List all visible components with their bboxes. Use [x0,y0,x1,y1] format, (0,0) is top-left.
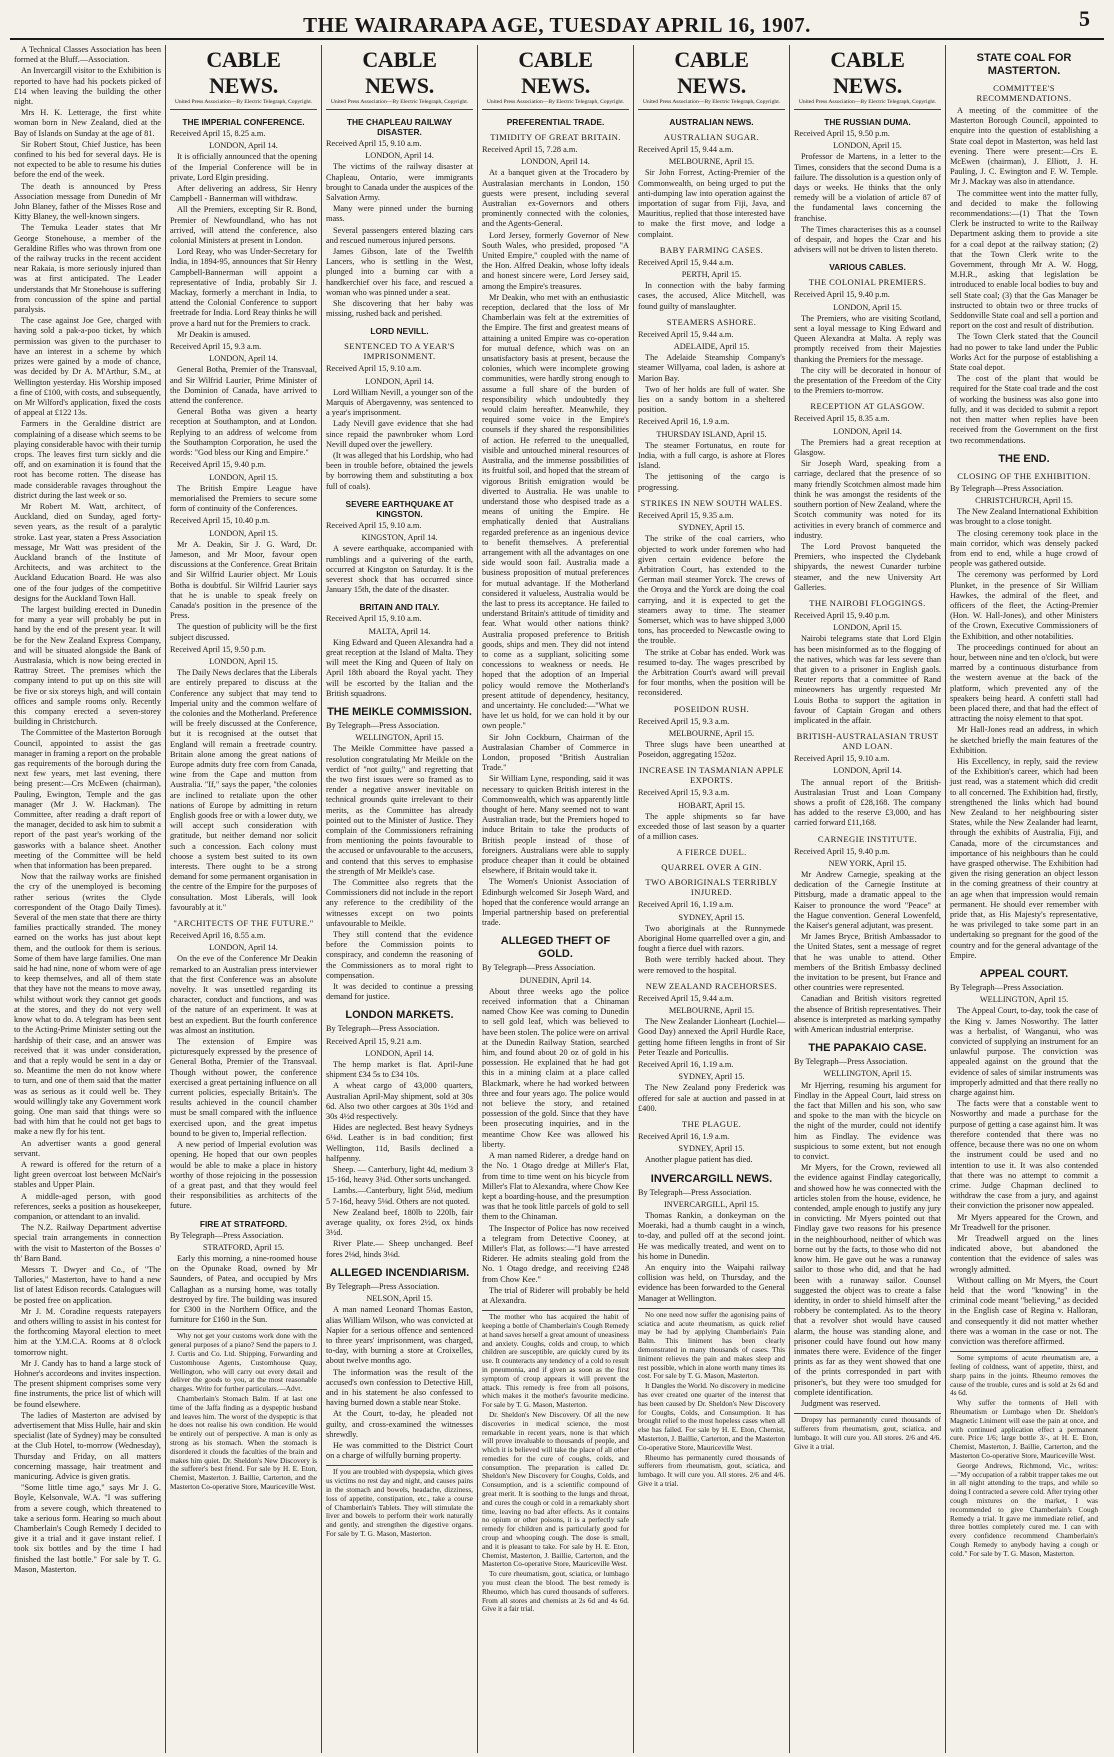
advertisement-paragraph: Chamberlain's Stomach Balm. If at last one time of the Jaffa finding as a dyspeptic husband and leaves him. The worst of the dyspeptic is that he does not realise his own condition. He would be entirely out of perspective. A man is only as strong as his stomach. When the stomach is disordered it clouds the faculties of the brain and makes him quiet. Dr. Sheldon's New Discovery is the sufferer's best friend. For sale by H. E. Eton, Chemist, Masterton. J. Baillie, Carterton, and the Masterton Co-operative Store, Mauriceville West. [170,1393,317,1491]
wire-credit: United Press Association—By Electric Telegraph, Copyright. [326,99,473,110]
paragraph: Three slugs have been unearthed at Poseidon, aggregating 152oz. [638,739,785,760]
article-heading: ALLEGED INCENDIARISM. [329,1266,470,1279]
paragraph: After delivering an address, Sir Henry Campbell - Bannerman will withdraw. [170,184,317,204]
article-heading: BRITAIN AND ITALY. [359,602,440,613]
paragraph: The proceedings continued for about an hour, between nine and ten o'clock, but were marred by a continuous disturbance from the western avenue at the back of the platform, which prevented any of the speakers being heard. A confetti stall had been placed there, and that had the effect of attracting the noisy element to that spot. [950,642,1098,724]
dateline: LONDON, April 14. [365,1048,434,1058]
paragraph: The Premiers had a great reception at Glasgow. [794,437,941,458]
article-subheading: TWO ABORIGINALS TERRIBLY INJURED. [645,877,778,898]
section-masthead: CABLE NEWS. [830,47,905,98]
received-time: Received April 15, 9.10 a.m. [326,364,422,374]
section-masthead: CABLE NEWS. [518,47,593,98]
dateline: DUNEDIN, April 14. [519,975,592,985]
paragraph: Another plague patient has died. [645,1155,753,1165]
article-heading: PREFERENTIAL TRADE. [506,117,605,127]
article-heading: STATE COAL FOR MASTERTON. [976,52,1072,77]
paragraph: The Committee of the Masterton Borough Council, appointed to assist the gas manager in framing a report on the probable gas requirements of the borough during the next few years, met last evening, there being present:—Crs McEwen (chairman), Pauling, Ewington, Temple and the gas manager (Mr J. W. Hackman). The Committee, after reading a draft report of the manager, decided to ask him to submit a report of the past year's working of the gasworks with a balance sheet. Another meeting of the Committee will be held when that information has been prepared. [14,728,161,871]
article-heading: VARIOUS CABLES. [829,262,906,273]
paragraph: The Times characterises this as a counsel of despair, and hopes the Czar and his advisers will not be driven to listen thereto. [794,224,941,255]
paragraph: Mr J. Candy has to hand a large stock of Hohner's accordeons and invites inspection. The present shipment comprises some very fine instruments, the price list of which will be found elsewhere. [14,1358,161,1409]
column-7 [946,45,1102,1753]
received-time: Received April 15, 9.50 p.m. [170,644,266,654]
paragraph: The Adelaide Steamship Company's steamer Willyama, coal laden, is ashore at Marion Bay. [638,353,785,383]
advertisement-paragraph: It Dangles the World. No discovery in medicine has ever created one quarter of the interest that has been caused by Dr. Sheldon's New Discovery for Coughs, Colds, and Consumption. It has brought relief to the most hopeless cases when all else has failed. For sale by H. E. Eton, Chemist, Masterton, J. Baillie, Carterton, and the Masterton Co-operative Store, Mauriceville West. [638,1381,785,1452]
paragraph: The largest building erected in Dunedin for many a year will probably be put in hand by the end of the present year. It will be for the New Zealand Express Company, and will be situated alongside the Bank of Australasia, which is now being erected in Rattray Street. The premises which the company intend to put up on this site will be five or six storeys high, and will contain offices and sample rooms only. Recently this company erected a seven-storey building in Christchurch. [14,604,161,727]
dateline: SYDNEY, April 15. [678,912,745,922]
article-subheading: STRIKES IN NEW SOUTH WALES. [640,497,783,508]
paragraph: At a banquet given at the Trocadero by Australasian merchants in London, 150 guests were present, including several Australian ex-Governors and others prominently connected with the colonies, and the Agents-General. [482,168,629,229]
paragraph: He was committed to the District Court on a charge of wilfully burning property. [326,1440,473,1461]
paragraph: Without calling on Mr Myers, the Court held that the word "knowing" in the criminal code meant "believing," as decided in the English case of Regina v. Halloran, and consequently it did not matter whether there was a woman in the case or not. The conviction was therefore affirmed. [950,1275,1098,1346]
paragraph: Sir William Lyne, responding, said it was necessary to quicken British interest in the Commonwealth, which was apparently little thought of here. Many seemed not to want Australian trade, but the Premiers hoped to induce Britain to take the products of British people instead of those of foreigners. Australians were able to supply produce cheaper than it could be obtained elsewhere, if Britain would take it. [482,774,629,876]
paragraph: It is officially announced that the opening of the Imperial Conference will be in private, Lord Elgin presiding. [170,152,317,182]
paragraph: "Some little time ago," says Mr J. G. Boyle, Kelsonvale, W.A. "I was suffering from a severe cough, which threatened to take a serious form. Hearing so much about Chamberlain's Cough Remedy I decided to give it a trial and it gave instant relief. I took six bottles and by the time I had finished the last bottle." For sale by T. G. Mason, Masterton. [14,1483,161,1574]
received-time: Received April 16, 8.55 a.m. [170,931,266,941]
paragraph: Early this morning, a nine-roomed house on the Opunake Road, owned by Mr Saunders, of Patea, and occupied by Mrs Callaghan as a nursing home, was totally destroyed by fire. The building was insured for £300 in the Northern Office, and the furniture for £160 in the Sun. [170,1253,317,1325]
wire-credit: United Press Association—By Electric Telegraph, Copyright. [638,99,785,110]
paragraph: The victims of the railway disaster at Chapleau, Ontario, were immigrants brought to Canada under the auspices of the Salvation Army. [326,162,473,203]
column-3 [322,45,478,1753]
byline: By Telegraph—Press Association. [326,1024,440,1034]
advertisement-block [950,1351,1098,1558]
paragraph: Sir John Forrest, Acting-Premier of the Commonwealth, on being urged to put the anti-dumping law into operation against the importation of sugar from Fiji, Java, and Mauritius, replied that those interested have to make the first move, and lodge a complaint. [638,168,785,239]
paragraph: Canadian and British visitors regretted the absence of British representatives. Their absence is interpreted as marking sympathy with American industrial enterprise. [794,994,941,1035]
advertisement-paragraph: George Andrews, Richmond, Vic., writes:—"My occupation of a rabbit trapper takes me out in all night attending to the traps, and while so doing I contracted a severe cold. After trying other cough mixtures on the market, I was recommended to give Chamberlain's Cough Remedy a trial. It gave me immediate relief, and three bottles completely cured me. I can with every confidence recommend Chamberlain's Cough Remedy to anybody having a cough or cold." For sale by T. G. Mason, Masterton. [950,1460,1098,1558]
received-time: Received April 16, 1.9 a.m. [638,1132,730,1142]
article-heading: APPEAL COURT. [979,968,1069,981]
paragraph: River Plate.— Sheep unchanged. Beef fores 2⅛d, hinds 3⅛d. [326,1239,473,1259]
advertisement-paragraph: If you are troubled with dyspepsia, which gives us victims no rest day and night, and causes pains in the stomach and bowels, headache, dizziness, loss of appetite, constipation, etc., take a course of Chamberlain's Tablets. They will stimulate the liver and bowels to perform their work naturally and gently, and strengthen the digestive organs. For sale by T. G. Mason, Masterton. [326,1467,473,1538]
article-subheading: THE NAIROBI FLOGGINGS. [809,597,926,608]
dateline: LONDON, April 14. [209,943,278,953]
advertisement-block [170,1329,317,1491]
byline: By Telegraph—Press Association. [950,983,1064,993]
received-time: Received April 15, 9.10 a.m. [326,139,422,148]
article-subheading: A FIERCE DUEL. [676,847,747,858]
article-heading: THE IMPERIAL CONFERENCE. [182,117,305,127]
received-time: Received April 15, 9.3 a.m. [170,342,262,352]
paragraph: At the Court, to-day, he pleaded not guilty, and cross-examined the witnesses shrewdly. [326,1409,473,1439]
paragraph: Lord William Nevill, a younger son of the Marquis of Abergavenny, was sentenced to a year's imprisonment. [326,387,473,418]
dateline: WELLINGTON, April 15. [823,1069,912,1079]
byline: By Telegraph—Press Association. [326,720,440,730]
dateline: LONDON, April 14. [521,157,590,167]
article-heading: SEVERE EARTHQUAKE AT KINGSTON. [345,498,454,519]
masthead [10,8,1104,40]
paragraph: The British Empire League have memorialised the Premiers to secure some form of continuity of the Conferences. [170,483,317,514]
paragraph: The ceremony was performed by Lord Plunket, in the presence of Sir William Hawkes, the admiral of the fleet, and officers of the fleet, the Acting-Premier (Hon. W. Hall-Jones), and other Ministers of the Crown, Executive Commissioners of the Exhibition, and other notabilities. [950,570,1098,641]
article-subheading: CARNEGIE INSTITUTE. [817,833,918,844]
paragraph: The information was the result of the accused's own confession to Detective Hill, and in his statement he also confessed to having burned down a stable near Stoke. [326,1367,473,1408]
paragraph: The New Zealander Lionheart (Lochiel—Good Day) annexed the April Hurdle Race, getting home fifteen lengths in front of Sir Peter Teazle and Portcullis. [638,1017,785,1057]
advertisement-block [482,1310,629,1614]
byline: By Telegraph—Press Association. [950,483,1064,493]
received-time: Received April 15, 9.40 p.m. [170,460,266,470]
paragraph: A new period of Imperial evolution was opening. He hoped that our own peoples would be able to make a place in history worthy of those rejoicing in the possession of a great past, and that they would feel their responsibilities as architects of the future. [170,1140,317,1211]
article-heading: ALLEGED THEFT OF GOLD. [500,935,611,961]
advertisement-paragraph: The mother who has acquired the habit of keeping a bottle of Chamberlain's Cough Remedy at hand saves herself a great amount of uneasiness and anxiety. Coughs, colds and croup, to which children are susceptible, are quickly cured by its use. It counteracts any tendency of a cold to result in pneumonia, and if given as soon as the first symptom of croup appears it will prevent the attack. This remedy is free from all poisons, which makes it the mother's favourite medicine. For sale by T. G. Mason, Masterton. [482,1312,629,1410]
article-subheading: THE COLONIAL PREMIERS. [808,277,927,288]
article-subheading: RECEPTION AT GLASGOW. [810,401,925,412]
received-time: Received April 15, 9.40 p.m. [794,846,890,856]
article-subheading: NEW ZEALAND RACEHORSES. [645,980,778,991]
received-time: Received April 15, 9.44 a.m. [638,329,734,339]
paragraph: Sheep. — Canterbury, light 4d, medium 3 15-16d, heavy 3¾d. Other sorts unchanged. [326,1165,473,1185]
paragraph: Thomas Rankin, a donkeyman on the Moeraki, had a thumb caught in a winch, to-day, and pulled off at the second joint. He was medically treated, and went on to his home in Dunedin. [638,1211,785,1261]
paragraph: The Town Clerk stated that the Council had no power to take land under the Public Works Act for the purpose of establishing a State coal depot. [950,332,1098,373]
received-time: Received April 15, 9.21 a.m. [326,1036,422,1046]
paragraph: The death is announced by Press Association message from Dunedin of Mr John Blaney, father of the Misses Rose and Kitty Blaney, the well-known singers. [14,181,161,222]
article-subheading: CLOSING OF THE EXHIBITION. [957,470,1091,481]
paragraph: Mr Hjerring, resuming his argument for Findlay in the Appeal Court, laid stress on the fact that Millen and his son, who saw and spoke to the man with the bicycle on the night of the murder, could not identify him as Findlay. The evidence was suspicious to some extent, but not enough to convict. [794,1080,941,1162]
article-subheading: BRITISH-AUSTRALASIAN TRUST AND LOAN. [796,731,939,752]
advertisement-paragraph: Dr. Sheldon's New Discovery. Of all the new discoveries in medical science, the most remarkable in recent years, none is that which will prove invaluable to thousands of people, and which it is believed will take the place of all other remedies for the cure of coughs, colds, and consumption. The preparation is called Dr. Sheldon's New Discovery for Coughs, Colds, and Consumption, and is a scientific compound of great merit. It is soothing to the lungs and throat, and cures the cough or cold in a remarkably short time, leaving no bad after effects. As it contains no opium or other poisons, it is a perfectly safe remedy for children and is particularly good for croup and whooping cough. The dose is small, and it is pleasant to take. For sale by H. E. Eton, Chemist, Masterton, J. Baillie, Carterton, and the Masterton Co-operative Store, Mauriceville West. [482,1409,629,1569]
received-time: Received April 15, 9.44 a.m. [638,993,734,1003]
dateline: WELLINGTON, April 15. [979,995,1069,1005]
advertisement-paragraph: To cure rheumatism, gout, sciatica, or lumbago you must clean the blood. The best remedy is Rheumo, which has cured thousands of sufferers. From all stores and chemists at 2s 6d and 4s 6d. Give it a fair trial. [482,1569,629,1614]
received-time: Received April 16, 1.19 a.m. [638,1060,734,1070]
dateline: LONDON, April 15. [833,623,902,633]
dateline: KINGSTON, April 14. [361,533,438,543]
columns [10,45,1104,1753]
section-masthead: CABLE NEWS. [206,47,281,98]
paragraph: The strike at Cobar has ended. Work was resumed to-day. The wages prescribed by the Arbitration Court's award will prevail for four months, when the position will be reconsidered. [638,647,785,698]
article-subheading: QUARREL OVER A GIN. [661,862,762,873]
article-heading: INVERCARGILL NEWS. [650,1172,773,1185]
received-time: Received April 15, 9.10 a.m. [326,520,422,530]
paragraph: New Zealand beef, 180lb to 220lb, fair average quality, ox fores 2½d, ox hinds 3½d. [326,1207,473,1238]
dateline: WELLINGTON, April 15. [355,733,444,743]
paragraph: The Meikle Committee have passed a resolution congratulating Mr Meikle on the verdict of "not guilty," and regretting that the two first issues were so framed as to render a negative answer inevitable on technical grounds quite irrelevant to their merits, as the Committee has already pointed out to the Minister of Justice. They complain of the Commissioners refraining from mentioning the points favourable to the accused or unfavourable to the accusers, and contend that this serves to emphasise the strength of Mr Meikle's case. [326,744,473,876]
paragraph: The Lord Provost banqueted the Premiers, who inspected the Clydebank shipyards, the newest Cunarder turbine steamer, and the new University Art Galleries. [794,541,941,592]
paragraph: The New Zealand pony Frederick was offered for sale at auction and passed in at £400. [638,1083,785,1113]
paragraph: About three weeks ago the police received information that a Chinaman named Chow Kee was coming to Dunedin to sell gold leaf, which was believed to have been stolen. The police were on arrival at the Dunedin Railway Station, searched him, and found about 20 oz of gold in his possession. He explained that he had got this in a mining claim at a place called Blackmark, where he had worked between three and four years ago. The police would not believe the story, and retained possession of the gold. Since that they have been prosecuting inquiries, and in the meantime Chow Kee was allowed his liberty. [482,986,629,1149]
received-time: Received April 15, 7.28 a.m. [482,145,578,154]
section-masthead: CABLE NEWS. [362,47,437,98]
paragraph: Mr A. Deakin, Sir J. G. Ward, Dr. Jameson, and Mr Moor, favour open discussions at the Conference. Great Britain and Sir Wilfrid Laurier object. Mr Louis Botha is doubtful. Sir Wilfrid Laurier says that he is unable to speak freely on Canada's position in the presence of the Press. [170,539,317,621]
dateline: MELBOURNE, April 15. [668,157,755,167]
paragraph: James Gibson, late of the Twelfth Lancers, who is settling in the West, plunged into a burning car with a handkerchief over his face, and rescued a woman who was pinned under a seat. [326,247,473,297]
paragraph: (It was alleged that his Lordship, who had been in trouble before, obtained the jewels by borrowing them and substituting a box full of coals). [326,451,473,491]
dateline: MELBOURNE, April 15. [668,1006,755,1015]
advertisement-block [638,1308,785,1489]
received-time: Received April 15, 8.25 a.m. [170,129,266,138]
paragraph: It was decided to continue a pressing demand for justice. [326,982,473,1002]
paragraph: The question of publicity will be the first subject discussed. [170,622,317,642]
received-time: Received April 16, 1.9 a.m. [638,417,730,427]
article-subheading: AUSTRALIAN SUGAR. [663,132,760,142]
paragraph: On the eve of the Conference Mr Deakin remarked to an Australian press interviewer that the first Conference was an absolute novelty. It was unsettled regarding its character, conduct and functions, and was of the nature of an experiment. It was at best an expedient. But the fourth conference was almost an institution. [170,954,317,1035]
paragraph: Mr Deakin is amused. [177,329,251,339]
article-heading: LONDON MARKETS. [345,1009,454,1022]
paragraph: A man named Leonard Thomas Easton, alias William Wilson, who was convicted at Napier for a serious offence and sentenced to three years' imprisonment, was charged, to-day, with burning a store at Croixelles, about twelve months ago. [326,1305,473,1366]
received-time: Received April 15, 9.40 p.m. [794,290,890,300]
received-time: Received April 15, 9.3 a.m. [638,788,730,798]
paragraph: The Appeal Court, to-day, took the case of the King v. James Nosworthy. The latter was a herbalist, of Wanganui, who was convicted of supplying an instrument for an unlawful purpose. The conviction was appealed against on the ground that the evidence of sales of similar instruments was improperly admitted and that there really no charge against him. [950,1006,1098,1098]
column-2 [166,45,322,1753]
paragraph: The annual report of the British-Australasian Trust and Loan Company shows a profit of £28,168. The company has added to the reserve £3,000, and has carried forward £11,168. [794,777,941,828]
paragraph: Mr James Bryce, British Ambassador to the United States, sent a message of regret that he was unable to attend. Other members of the British Embassy declined the invitation to be present, but France and other countries were represented. [794,932,941,993]
paragraph: An Invercargill visitor to the Exhibition is reported to have had his pockets picked of £14 when leaving the building the other night. [14,66,161,107]
article-subheading: STEAMERS ASHORE. [666,316,757,327]
paragraph: The extension of Empire was picturesquely expressed by the presence of General Botha, Premier of the Transvaal. Though without power, the conference exercised a great pertaining influence on all current policies, especially Britain's. The results achieved in the council chamber must be small compared with the influence exercised upon, and the great impetus bound to be given to, Imperial reflection. [170,1037,317,1138]
article-heading: THE MEIKLE COMMISSION. [327,705,472,718]
dateline: LONDON, April 15. [209,472,278,482]
advertisement-paragraph: Why not get your customs work done with the general purposes of a piano? Send the papers to J. J. Curtis and Co. Ltd. Shipping, Forwarding and Customhouse Agents, Customhouse Quay, Wellington, who will carry out every detail and deliver the goods to you, at the most reasonable charges. Write for further particulars.—Advt. [170,1331,317,1394]
paragraph: The city will be decorated in honour of the presentation of the Freedom of the City to the Premiers to-morrow. [794,365,941,396]
received-time: Received April 15, 9.35 a.m. [638,510,734,520]
paragraph: Now that the railway works are finished the cry of the unemployed is becoming rather serious (writes the Clyde correspondent of the Otago Daily Times). Several of the men state that there are thirty families practically stranded. The money earned on the works has just about kept them, and the outlook for them is serious. Some of them have large families. One man said he had nine, none of whom were of age to keep themselves, and all of them state that they have not the means to move away, whilst without work they cannot get goods at the stores, and they do not very well know what to do. A telegram has been sent to the Acting-Prime Minister setting out the hardship of their case, and an answer was received that it was under consideration, and that a reply would be sent in a day or so. Meantime the men do not know where to turn, and one of them said that the matter was as serious as it could well be. They would willingly take any Government work going. One man said that things were so bad with him that he could not get bags to make a new fly for his tent. [14,872,161,1137]
advertisement-block [326,1465,473,1538]
paragraph: They still contend that the evidence before the Commission points to conspiracy, and condemn the reasoning of the Commissioners as to moral right to compensation. [326,930,473,980]
article-subheading: POSEIDON RUSH. [673,703,750,714]
byline: By Telegraph—Press Association. [482,963,596,973]
paragraph: Mr Robert M. Watt, architect, of Auckland, died on Sunday, aged forty-seven years, as the result of a paralytic stroke. Last year, staten a Press Association message, Mr Watt was president of the Auckland branch of the Institute of Architects, and was architect to the Auckland Education Board. He was also one of the four judges of the competitive designs for the Auckland Town Hall. [14,501,161,603]
received-time: Received April 15, 9.44 a.m. [638,257,734,267]
paragraph: A severe earthquake, accompanied with rumblings and a quivering of the earth, occurred at Kingston on Saturday. It is the severest shock that has occurred since January 15th, the date of the disaster. [326,544,473,595]
paragraph: The apple shipments so far have exceeded those of last season by a quarter of a million cases. [638,811,785,842]
paragraph: An advertiser wants a good general servant. [14,1138,161,1158]
dateline: LONDON, April 14. [833,426,902,436]
dateline: LONDON, April 15. [833,302,902,312]
paragraph: The steamer Fortunatus, en route for India, with a full cargo, is ashore at Flores Island. [638,440,785,471]
article-heading: THE CHAPLEAU RAILWAY DISASTER. [346,117,453,137]
dateline: SYDNEY, April 15. [678,1072,745,1082]
advertisement-paragraph: Dropsy has permanently cured thousands of sufferers from rheumatism, gout, sciatica, and lumbago. It will cure you. All stores. 2/6 and 4/6. Give it a trial. [794,1415,941,1451]
advertisement-paragraph: No one need now suffer the agonising pains of sciatica and acute rheumatism, as quick relief may be had by applying Chamberlain's Pain Balm. This liniment has been clearly demonstrated in many thousands of cases. This liniment relieves the pain and makes sleep and rest possible, which in alone worth many times its cost. For sale by T. G. Mason, Masterton. [638,1309,785,1381]
paragraph: Two aboriginals at the Runnymede Aboriginal Home quarrelled over a gin, and fought a fierce duel with razors. [638,923,785,954]
advertisement-block [794,1413,941,1451]
paragraph: The Temuka Leader states that Mr George Stonehouse, a member of the Geraldine Rifles who was thrown from one of the railway trucks in the recent accident near Rakaia, is more seriously injured than was at first anticipated. The Leader understands that Mr Stonehouse is suffering from concussion of the spine and partial paralysis. [14,223,161,315]
dateline: HOBART, April 15. [678,800,745,810]
paragraph: The facts were that a constable went to Nosworthy and made a purchase for the purpose of getting a case against him. It was therefore contended that there was no offence, because there was no one on whom the instrument could be used and no intention to use it. It was also contended that there was no attempt to commit a crime. Judge Chapman declined to withdraw the case from a jury, and against their conviction the prisoner now appealed. [950,1099,1098,1211]
masthead-title: THE WAIRARAPA AGE, TUESDAY APRIL 16, 1907. [303,13,811,37]
dateline: LONDON, April 15. [209,528,278,538]
article-subheading: BABY FARMING CASES. [659,244,764,255]
paragraph: Farmers in the Geraldine district are complaining of a disease which seems to be playing considerable havoc with their turnip crops. The leaves first turn sickly and die off, and on examination it is found that the root has become rotten. The disease has made considerable ravages throughout the district during the last week or so. [14,419,161,500]
dateline: LONDON, April 14. [209,141,278,151]
paragraph: The cost of the plant that would be required for the State coal trade and the cost of working the business was also gone into fully, and it was decided to submit a report not then matter when replies have been received from the Government on the first two recommendations. [950,374,1098,445]
paragraph: She discovering that her baby was missing, rushed back and perished. [326,299,473,319]
paragraph: King Edward and Queen Alexandra had a great reception at the Island of Malta. They will meet the King and Queen of Italy on April 18th aboard the Royal yacht. They will be escorted by the Italian and the British squadrons. [326,637,473,698]
paragraph: Sir Robert Stout, Chief Justice, has been confined to his bed for several days. He is not expected to be able to resume his duties before the end of the week. [14,139,161,180]
article-subheading: SENTENCED TO A YEAR'S IMPRISONMENT. [344,341,455,362]
dateline: NEW YORK, April 15. [828,858,907,868]
paragraph: Messrs T. Dwyer and Co., of "The Tallories," Masterton, have to hand a new list of latest Edison records. Catalogues will be posted free on application. [14,1264,161,1305]
paragraph: A man named Riderer, a dredge hand on the No. 1 Otago dredge at Miller's Flat, from time to time went on his bicycle from Miller's Flat to Alexandra, where Chow Kee kept a boarding-house, and the presumption was that he took little parcels of gold to sell them to the Chinaman. [482,1151,629,1222]
paragraph: A reward is offered for the return of a light green overcoat lost between McNair's stables and Upper Plain. [14,1159,161,1190]
paragraph: Lord Jersey, formerly Governor of New South Wales, who presided, proposed "A United Empire," coupled with the name of the Hon. Alfred Deakin, whose lofty ideals and honest sincere were, Lord Jersey said, among the Empire's treasures. [482,230,629,291]
paragraph: General Botha was given a hearty reception at Southampton, and at London. Replying to an address of welcome from the Southampton Corporation, he used the words: "God bless our King and Empire." [170,407,317,458]
paragraph: The New Zealand International Exhibition was brought to a close tonight. [950,507,1098,527]
paragraph: The jettisoning of the cargo is progressing. [638,472,785,492]
paragraph: Two of her holds are full of water. She lies on a sandy bottom in a sheltered position. [638,384,785,415]
article-heading: FIRE AT STRATFORD. [199,1218,288,1229]
paragraph: An enquiry into the Waipahi railway collision was held, on Thursday, and the evidence has been forwarded to the General Manager at Wellington. [638,1263,785,1303]
paragraph: The strike of the coal carriers, who objected to work under foremen who had given certain evidence before the Arbitration Court, has extended to the German mail steamer Yorck. The crews of the Oroya and the Yorck are doing the coal carrying, and it is expected to get the steamers away to time. The steamer Somerset, which was to have shipped 3,000 tons, has proceeded to Newcastle owing to the trouble. [638,534,785,646]
received-time: Received April 16, 1.19 a.m. [638,900,734,910]
received-time: Received April 15, 9.3 a.m. [638,716,730,726]
paragraph: Sir John Cockburn, Chairman of the Australasian Chamber of Commerce in London, proposed "British Australian Trade." [482,732,629,773]
paragraph: Several passengers entered blazing cars and rescued numerous injured persons. [326,225,473,245]
paragraph: Mr Myers, for the Crown, reviewed all the evidence against Findlay categorically, and showed how he was connected with the articles stolen from the house, evidence, he contended, ample enough to justify any jury in convicting. Mr Myers pointed out that Findlay gave two reasons for his presence in the neighbourhood, neither of which was borne out by the facts, to those who did not know him. He gave out he was a runaway sailor to those who did, and that he had been with a runaway sailor. Counsel suggested the object was to create a false identity, in order to shield himself after the robbery be contemplated. As to the theory that a revolver shot would have caused alarm, the house was standing alone, and prisoner could have found out how many inmates there were. Evidence of the finger prints as far as they went showed that one of the prints corresponded in part with prisoner's, but they were too smudged for complete identification. [794,1163,941,1397]
paragraph: Mr Hall-Jones read an address, in which he sketched briefly the main features of the Exhibition. [950,725,1098,755]
dateline: LONDON, April 14. [833,766,902,776]
dateline: ADELAIDE, April 15. [673,342,750,352]
paragraph: The Daily News declares that the Liberals are entirely prepared to discuss at the Conference any subject that may tend to Imperial unity and the common welfare of the colonies and the Motherland. Preference will be freely discussed at the Conference, but it is recognised at the outset that England will remain a freetrade country. Britain alone among the great nations of Europe admits duty free corn from Canada, wine from the Cape and mutton from Australia. "If," says the paper, "the colonies are inclined to retaliate upon the other nations of Europe by admitting in return English goods free or with a lower duty, we will accept such consideration with gratitude, but neither demand nor solicit such a concession. Each colony must choose a system best suited to its own interests. There ought to be a strong demand for some permanent organisation in the centre of the Empire for the purposes of consultation. Most Liberals, will look favourably at it." [170,668,317,912]
dateline: LONDON, April 14. [209,354,278,364]
dateline: SYDNEY, April 15. [678,1144,745,1154]
article-heading: LORD NEVILL. [370,326,429,337]
dateline: LONDON, April 15. [209,656,278,666]
article-heading: THE END. [998,452,1050,465]
paragraph: Nairobi telegrams state that Lord Elgin has been misinformed as to the flogging of the natives, which was far less severe than that given to a prisoner in English gaols. Reuter reports that a committee of Rand mineowners has urgently requested Mr Louis Botha to support the agitation in favour of Captain Grogan and others implicated in the affair. [794,634,941,725]
dateline: MALTA, April 14. [368,626,431,636]
paragraph: Mr Deakin, who met with an enthusiastic reception, declared that the loss of Mr Chamberlain was felt at the extremities of the Empire. The first and greatest means of attaining a united Empire was co-operation for mutual defence, which was on an unsatisfactory basis at present, because the colonies, which were incomplete growing communities, were hardly strong enough to assume a full share of the burden of responsibility which undoubtedly they would claim hereafter. Meanwhile, they required some voice in the Empire's counsels if they shared the responsibilities of action. He referred to the unequalled, visible and untouched mineral resources of Australia, and the immense possibilities of its fruitful soil, and hoped that the stream of vigorous British emigration would be diverted to Australia. He was unable to understand those who despised trade as a means of uniting the Empire. He emphatically denied that Australians regarded preference as an ingenious device to benefit themselves. A preferential arrangement with all the advantages on one side would soon fail. Australia made a business proposition of mutual preferences for mutual advantage. If the Motherland considered it valueless, Australia would be the last to press its acceptance. He failed to understand Britain's attitude of timidity and fear. What would other nations think? Australia proposed preference to British goods, ships and men. They did not intend to come as a suppliant, soliciting some concessions to weakness or needs. He hoped that the adoption of an Imperial policy would remove the Motherland's present attitude of dependency, hesitancy, and uncertainty. He concluded:—"What we have let us hold, for we can hold it by our own people." [482,292,629,731]
dateline: THURSDAY ISLAND, April 15. [656,429,767,439]
paragraph: Lambs.—Canterbury, light 5¼d, medium 5 7-16d, heavy 5⅛d. Others are not quoted. [326,1186,473,1206]
paragraph: The ladies of Masterton are advised by advertisement that Miss Hulle, hair and skin specialist (late of Sydney) may be consulted at the Club Hotel, to-morrow (Wednesday), Thursday and Friday, on all matters concerning massage, hair treatment and manicuring. Advice is given gratis. [14,1410,161,1482]
received-time: Received April 15, 8.35 a.m. [794,414,890,424]
paragraph: Many were pinned under the burning mass. [326,204,473,224]
received-time: Received April 15, 9.50 p.m. [794,129,890,138]
paragraph: The committee went into the matter fully, and decided to make the following recommendations:—(1) That the Town Clerk be instructed to write to the Railway Department asking them to provide a site for a coal depot at the railway station; (2) that the Town Clerk write to the Government, through Mr A. W. Hogg, M.H.R., asking that legislation be introduced to enable local bodies to buy and sell State coal; (3) that the Gas Manager be instructed to obtain two or three trucks of Seddonville State coal and sell a portion and report on the cost and result of distribution. [950,188,1098,331]
paragraph: The Premiers, who are visiting Scotland, sent a loyal message to King Edward and Queen Alexandra at Malta. A reply was promptly received from their Majesties thanking the Premiers for the message. [794,313,941,364]
dateline: STRATFORD, April 15. [202,1242,285,1252]
paragraph: The Committee also regrets that the Commissioners did not include in the report any reference to the credibility of the witnesses except on two points unfavourable to Meikle. [326,877,473,928]
paragraph: Sir Joseph Ward, speaking from a carriage, declared that the presence of so many friendly Scotchmen almost made him think he was amongst the residents of the southern portion of New Zealand, where the Scotch community was noted for its activities in every branch of commerce and industry. [794,459,941,540]
paragraph: The hemp market is flat. April-June shipment £34 5s to £34 10s. [326,1060,473,1080]
byline: By Telegraph—Press Association. [794,1057,908,1067]
paragraph: A Technical Classes Association has been formed at the Bluff.—Association. [14,45,161,65]
dateline: INVERCARGILL, April 15. [664,1199,759,1209]
paragraph: A middle-aged person, with good references, seeks a position as housekeeper, companion, or attendant to an invalid. [14,1191,161,1221]
column-4 [478,45,634,1753]
paragraph: The Inspector of Police has now received a telegram from Detective Cooney, at Miller's Flat, as follows:—"I have arrested Riderer. He admits stealing gold from the No. 1 Otago dredge, and receiving £248 from Chow Kee." [482,1223,629,1284]
paragraph: The closing ceremony took place in the main corridor, which was densely packed from end to end, while a huge crowd of people was gathered outside. [950,528,1098,569]
paragraph: Mr Treadwell argued on the lines indicated above, but abandoned the contention that the evidence of sales was wrongly admitted. [950,1233,1098,1274]
received-time: Received April 15, 9.10 a.m. [326,614,422,624]
received-time: Received April 15, 9.44 a.m. [638,145,734,154]
section-masthead: CABLE NEWS. [674,47,749,98]
column-1 [10,45,166,1753]
advertisement-paragraph: Why suffer the torments of Hell with Rheumatism or Lumbago when Dr. Sheldon's Magnetic Liniment will ease the pain at once, and with continued application effect a permanent cure. Price 1/6; large bottle 3/-, at H. E. Eton, Chemist, Masterton, J. Baillie, Carterton, and the Masterton Co-operative Store, Mauriceville West. [950,1398,1098,1460]
paragraph: The N.Z. Railway Department advertise special train arrangements in connection with the visit to Masterton of the Bosses o' th' Barn Band. [14,1223,161,1263]
dateline: NELSON, April 15. [366,1294,433,1304]
article-heading: THE RUSSIAN DUMA. [824,117,911,127]
article-subheading: THE PLAGUE. [681,1119,742,1130]
dateline: LONDON, April 14. [365,376,434,386]
article-heading: AUSTRALIAN NEWS. [669,117,754,127]
dateline: MELBOURNE, April 15. [668,728,755,738]
dateline: LONDON, April 15. [833,141,902,151]
article-subheading: COMMITTEE'S RECOMMENDATIONS. [976,83,1072,103]
paragraph: A wheat cargo of 43,000 quarters, Australian April-May shipment, sold at 30s 6d. Also two other cargoes at 30s 1½d and 30s 4½d respectively. [326,1081,473,1122]
paragraph: Mr Andrew Carnegie, speaking at the dedication of the Carnegie Institute at Pittsburg, made a dramatic appeal to the Kaiser to pronounce the word "Peace" at the Hague convention. General Lowenfeld, the Kaiser's general adjutant, was present. [794,869,941,930]
paragraph: In connection with the baby farming cases, the accused, Alice Mitchell, was found guilty of manslaughter. [638,281,785,311]
paragraph: The trial of Riderer will probably be held at Alexandra. [482,1285,629,1305]
page-number: 5 [1079,6,1090,31]
advertisement-paragraph: Rheumo has permanently cured thousands of sufferers from rheumatism, gout, sciatica, and lumbago. It will cure you. All stores. 2/6 and 4/6. Give it a trial. [638,1452,785,1489]
dateline: SYDNEY, April 15. [678,523,745,533]
dateline: LONDON, April 14. [365,151,434,161]
received-time: Received April 15, 10.40 p.m. [170,516,271,526]
paragraph: Mrs H. K. Letterage, the first white woman born in New Zealand, died at the Bay of Islands on Sunday at the age of 81. [14,108,161,138]
paragraph: Mr Myers appeared for the Crown, and Mr Treadwell for the prisoner. [950,1212,1098,1232]
dateline: PERTH, April 15. [681,270,742,280]
paragraph: General Botha, Premier of the Transvaal, and Sir Wilfrid Laurier, Prime Minister of the Dominion of Canada, have arrived to attend the conference. [170,365,317,406]
paragraph: All the Premiers, excepting Sir R. Bond, Premier of Newfoundland, who has not arrived, will attend the conference, also colonial Ministers at present in London. [170,205,317,246]
dateline: CHRISTCHURCH, April 15. [975,495,1073,505]
article-subheading: INCREASE IN TASMANIAN APPLE EXPORTS. [639,765,784,786]
wire-credit: United Press Association—By Electric Telegraph, Copyright. [482,99,629,110]
advertisement-paragraph: Some symptoms of acute rheumatism are, a feeling of coldness, want of appetite, thirst, and sharp pains in the joints. Rheumo removes the cause of the trouble, cures and is sold at 2s 6d and 4s 6d. [950,1353,1098,1398]
article-heading: THE PAPAKAIO CASE. [808,1042,927,1055]
paragraph: Judgment was reserved. [801,1398,881,1408]
article-subheading: "ARCHITECTS OF THE FUTURE." [173,918,314,929]
byline: By Telegraph—Press Association. [170,1230,284,1240]
paragraph: Both were terribly hacked about. They were removed to the hospital. [638,955,785,975]
wire-credit: United Press Association—By Electric Telegraph, Copyright. [794,99,941,110]
paragraph: The Women's Unionist Association of Edinburgh welcomed Sir Joseph Ward, and hoped that the conference would arrange an Imperial partnership based on preferential trade. [482,877,629,928]
paragraph: A meeting of the committee of the Masterton Borough Council, appointed to enquire into the question of establishing a State coal depot in Masterton, was held last evening. There were present:—Crs E. McEwen (chairman), J. Elliott, J. H. Pauling, J. C. Ewington and F. W. Temple. Mr J. Mackay was also in attendance. [950,106,1098,187]
column-5 [634,45,790,1753]
received-time: Received April 15, 9.10 a.m. [794,754,890,764]
paragraph: Mr J. M. Coradine requests ratepayers and others willing to assist in his contest for the forthcoming Mayoral election to meet him at the Y.M.C.A. Rooms at 8 o'clock tomorrow night. [14,1306,161,1357]
paragraph: Hides are neglected. Best heavy Sydneys 6⅛d. Leather is in bad condition; first Wellington, 11d, Basils declined a halfpenny. [326,1123,473,1163]
paragraph: Lady Nevill gave evidence that she had since repaid the pawnbroker whom Lord Nevill duped over the jewellery. [326,419,473,449]
wire-credit: United Press Association—By Electric Telegraph, Copyright. [170,99,317,110]
received-time: Received April 15, 9.40 p.m. [794,610,890,620]
column-6 [790,45,946,1753]
paragraph: Lord Reay, who was Under-Secretary for India, in 1894-95, announces that Sir Henry Campbell-Bannerman will appoint a representative of India, probably Sir J. Mackay, formerly a merchant in India, to attend the Colonial Conference to support freetrade for India. Lord Reay thinks he will prove a hard nut for the Premiers to crack. [170,247,317,328]
article-subheading: TIMIDITY OF GREAT BRITAIN. [490,132,621,142]
byline: By Telegraph—Press Association. [638,1187,752,1197]
paragraph: His Excellency, in reply, said the review of the Exhibition's career, which had been just read, was a statement which did credit to all concerned. The Exhibition had, firstly, strengthened the links which had bound New Zealand to her neighbouring sister States, while the New Zealander had learnt, through the exhibits of Australia, Fiji, and Canada, more of the circumstances and importance of his neighbours than he could have grasped otherwise. The Exhibition had given the rising generation an object lesson in the coming greatness of their country at an age when that impression would remain permanent. He should ever remember with pride that, as His Majesty's representative, he was privileged to take some part in an undertaking so pregnant for the good of the country and for the general advantage of the Empire. [950,756,1098,960]
byline: By Telegraph—Press Association. [326,1281,440,1291]
paragraph: Professor de Martens, in a letter to the Times, considers that the second Duma is a failure. The dissolution is a question only of days or weeks. He thinks that the only remedy will be a violation of article 87 of the fundamental laws concerning the franchise. [794,152,941,223]
paragraph: The case against Joe Gee, charged with having sold a pak-a-poo ticket, by which permission was given to the purchaser to have an interest in a scheme by which prizes were gained by a mode of chance, was decided by Dr A. M'Arthur, S.M., at Wellington yesterday. His Worship imposed a fine of £100, with costs, and subsequently, on Mr Wilford's application, fixed the costs of appeal at £122 13s. [14,316,161,418]
